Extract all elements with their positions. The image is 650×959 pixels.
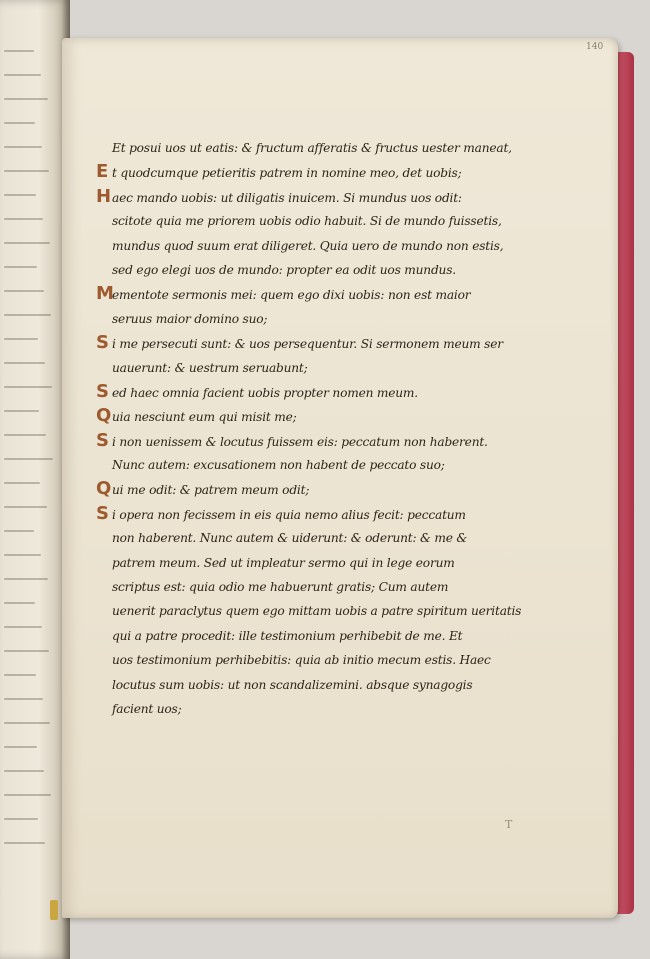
facing-page-text-trace <box>4 434 46 436</box>
facing-page-text-trace <box>4 50 34 52</box>
line-text: sed ego elegi uos de mundo: propter ea odit uos mundus. <box>112 262 456 277</box>
facing-page-text-trace <box>4 170 49 172</box>
manuscript-line <box>96 575 536 599</box>
facing-page-text-trace <box>4 602 35 604</box>
line-text: aec mando uobis: ut diligatis inuicem. Si mundus uos odit: <box>112 190 462 205</box>
facing-page-text-trace <box>4 458 53 460</box>
facing-page-text-trace <box>4 410 39 412</box>
decorated-initial: Q <box>96 405 112 427</box>
facing-page-edge <box>0 0 70 959</box>
facing-page-text-trace <box>4 482 40 484</box>
facing-page-text-trace <box>4 722 50 724</box>
line-text: locutus sum uobis: ut non scandalizemini. absque synagogis <box>112 677 473 692</box>
facing-page-text-trace <box>4 266 37 268</box>
manuscript-line <box>96 331 536 355</box>
line-text: uos testimonium perhibebitis: quia ab initio mecum estis. Haec <box>112 653 491 668</box>
manuscript-line <box>96 307 536 331</box>
facing-page-text-trace <box>4 362 45 364</box>
decorated-initial: Q <box>96 478 112 500</box>
line-text: non haberent. Nunc autem & uiderunt: & oderunt: & me & <box>112 531 468 546</box>
facing-page-text-trace <box>4 242 50 244</box>
decorated-initial: H <box>96 185 111 207</box>
facing-page-text-trace <box>4 290 44 292</box>
decorated-initial: S <box>96 380 109 402</box>
facing-page-text-trace <box>4 674 36 676</box>
facing-page-text-trace <box>4 698 43 700</box>
facing-page-text-trace <box>4 338 38 340</box>
manuscript-line <box>96 599 536 623</box>
manuscript-line <box>96 526 536 550</box>
facing-page-text-trace <box>4 650 49 652</box>
manuscript-line <box>96 282 536 306</box>
manuscript-line <box>96 697 536 721</box>
line-text: ementote sermonis mei: quem ego dixi uobis: non est maior <box>112 288 471 303</box>
manuscript-line <box>96 160 536 184</box>
signature-mark: T <box>505 818 513 831</box>
decorated-initial: E <box>96 161 109 183</box>
line-text: t quodcumque petieritis patrem in nomine meo, det uobis; <box>112 166 462 181</box>
facing-page-text-trace <box>4 314 51 316</box>
facing-page-text-trace <box>4 530 34 532</box>
line-text: i me persecuti sunt: & uos persequentur. Si sermonem meum ser <box>112 337 503 352</box>
facing-page-text-trace <box>4 74 41 76</box>
facing-page-text-trace <box>4 194 36 196</box>
line-text: ui me odit: & patrem meum odit; <box>112 483 310 498</box>
line-text: i non uenissem & locutus fuissem eis: peccatum non haberent. <box>112 434 488 449</box>
manuscript-line <box>96 502 536 526</box>
facing-page-text-trace <box>4 122 35 124</box>
manuscript-line <box>96 136 536 160</box>
facing-page-text-trace <box>4 554 41 556</box>
facing-page-text-trace <box>4 146 42 148</box>
line-text: Et posui uos ut eatis: & fructum afferatis & fructus uester maneat, <box>112 141 512 155</box>
facing-page-text-trace <box>4 386 52 388</box>
decorated-initial: S <box>96 502 109 524</box>
decorated-initial: S <box>96 429 109 451</box>
manuscript-line <box>96 356 536 380</box>
manuscript-line <box>96 624 536 648</box>
decorated-initial: S <box>96 332 109 354</box>
manuscript-line <box>96 404 536 428</box>
line-text: uia nesciunt eum qui misit me; <box>112 410 297 425</box>
decorated-initial: M <box>96 283 114 305</box>
facing-page-text-trace <box>4 746 37 748</box>
line-text: ed haec omnia facient uobis propter nomen meum. <box>112 385 418 400</box>
line-text: qui a patre procedit: ille testimonium perhibebit de me. Et <box>112 628 463 643</box>
line-text: patrem meum. Sed ut impleatur sermo qui in lege eorum <box>112 555 455 570</box>
line-text: scriptus est: quia odio me habuerunt gratis; Cum autem <box>112 580 449 595</box>
manuscript-line <box>96 258 536 282</box>
manuscript-line <box>96 209 536 233</box>
manuscript-line <box>96 477 536 501</box>
facing-page-text-trace <box>4 770 44 772</box>
line-text: uauerunt: & uestrum seruabunt; <box>112 360 308 375</box>
manuscript-line <box>96 453 536 477</box>
line-text: scitote quia me priorem uobis odio habuit. Si de mundo fuissetis, <box>112 214 502 229</box>
manuscript-line <box>96 673 536 697</box>
line-text: Nunc autem: excusationem non habent de peccato suo; <box>112 458 445 473</box>
facing-page-text-trace <box>4 794 51 796</box>
bookmark-clasp <box>50 900 58 920</box>
line-text: mundus quod suum erat diligeret. Quia uero de mundo non estis, <box>112 238 504 253</box>
manuscript-line <box>96 551 536 575</box>
facing-page-text-trace <box>4 218 43 220</box>
manuscript-line <box>96 234 536 258</box>
line-text: seruus maior domino suo; <box>112 311 268 326</box>
manuscript-line <box>96 429 536 453</box>
facing-page-text-trace <box>4 818 38 820</box>
facing-page-text-trace <box>4 842 45 844</box>
facing-page-text-trace <box>4 506 47 508</box>
manuscript-text-block <box>96 136 536 721</box>
facing-page-text-trace <box>4 98 48 100</box>
line-text: uenerit paraclytus quem ego mittam uobis a patre spiritum ueritatis <box>112 604 522 619</box>
facing-page-text-trace <box>4 578 48 580</box>
folio-number: 140 <box>586 42 604 52</box>
line-text: i opera non fecissem in eis quia nemo alius fecit: peccatum <box>112 507 466 522</box>
line-text: facient uos; <box>112 701 182 716</box>
manuscript-line <box>96 185 536 209</box>
manuscript-line <box>96 648 536 672</box>
facing-page-text-trace <box>4 626 42 628</box>
manuscript-line <box>96 380 536 404</box>
